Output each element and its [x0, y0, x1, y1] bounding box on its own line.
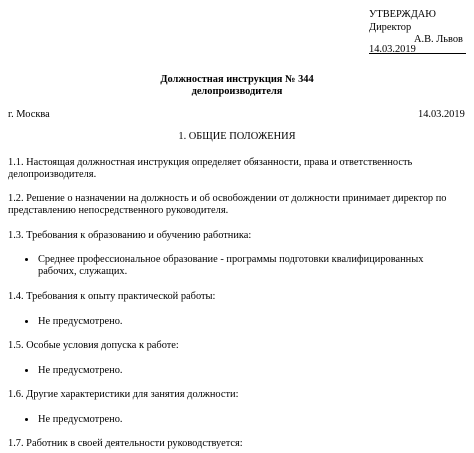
- bullet-icon: [25, 320, 28, 323]
- place-city: г. Москва: [8, 109, 50, 120]
- paragraph-1-2: 1.2. Решение о назначении на должность и об освобождении от должности принимает директор по: [8, 193, 447, 204]
- section-heading: 1. ОБЩИЕ ПОЛОЖЕНИЯ: [178, 131, 296, 142]
- list-item-experience: Не предусмотрено.: [38, 316, 123, 327]
- paragraph-1-1: 1.1. Настоящая должностная инструкция определяет обязанности, права и ответственность: [8, 157, 413, 168]
- document-subtitle: делопроизводителя: [191, 86, 283, 97]
- list-item-other: Не предусмотрено.: [38, 414, 123, 425]
- paragraph-1-1-cont: делопроизводителя.: [8, 169, 97, 180]
- paragraph-1-2-cont: представлению непосредственного руководителя.: [8, 205, 229, 216]
- list-item-admission: Не предусмотрено.: [38, 365, 123, 376]
- approval-signatory: А.В. Львов: [414, 34, 463, 45]
- bullet-icon: [25, 418, 28, 421]
- paragraph-1-3: 1.3. Требования к образованию и обучению работника:: [8, 230, 252, 241]
- list-item-education: Среднее профессиональное образование - программы подготовки квалифицированных: [38, 254, 424, 265]
- approval-position: Директор: [369, 22, 412, 33]
- approval-label: УТВЕРЖДАЮ: [369, 9, 436, 20]
- list-item-education-cont: рабочих, служащих.: [38, 266, 128, 277]
- approval-date: 14.03.2019: [369, 44, 416, 55]
- paragraph-1-5: 1.5. Особые условия допуска к работе:: [8, 340, 179, 351]
- place-date: 14.03.2019: [418, 109, 465, 120]
- paragraph-1-4: 1.4. Требования к опыту практической работы:: [8, 291, 216, 302]
- paragraph-1-6: 1.6. Другие характеристики для занятия должности:: [8, 389, 239, 400]
- bullet-icon: [25, 258, 28, 261]
- bullet-icon: [25, 369, 28, 372]
- document-title: Должностная инструкция № 344: [160, 74, 314, 85]
- paragraph-1-7: 1.7. Работник в своей деятельности руководствуется:: [8, 438, 243, 449]
